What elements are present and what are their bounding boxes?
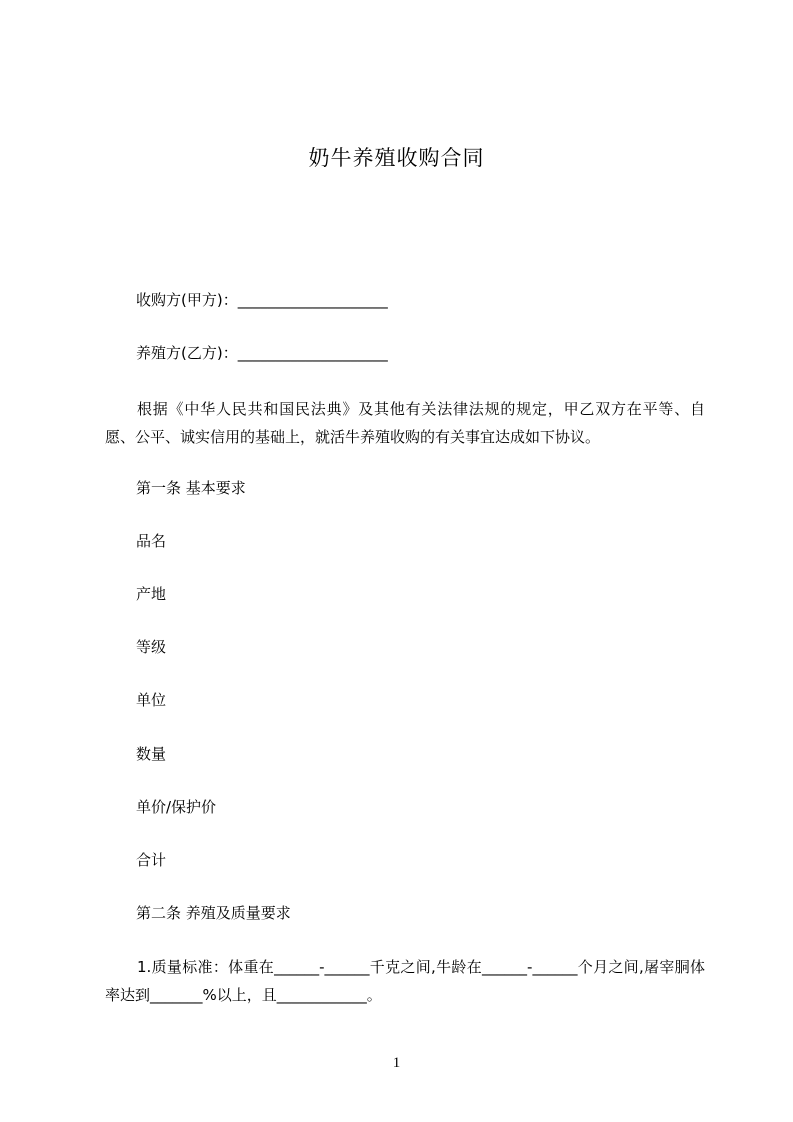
party-b-line [136,343,388,363]
contract-title: 奶牛养殖收购合同 [308,146,485,170]
party-a-label: 收购方(甲方)： [136,291,238,309]
party-a-blank: ____________________ [237,291,388,309]
article1-item-product-name: 品名 [136,532,167,550]
clause1-quality-standard: 1.质量标准：体重在______-______千克之间,牛龄在______-______个月之间,屠宰胴体率达到_______%以上，且____________。 [105,958,705,1004]
party-b-blank: ____________________ [237,344,388,362]
article1-item-grade: 等级 [136,638,167,656]
article1-item-origin: 产地 [136,585,167,603]
article1-item-quantity: 数量 [136,745,167,763]
article1-item-total: 合计 [136,851,167,869]
party-a-line [136,290,388,310]
article2-heading: 第二条 养殖及质量要求 [136,904,291,922]
page-number: 1 [392,1055,401,1071]
preamble-paragraph: 根据《中华人民共和国民法典》及其他有关法律法规的规定，甲乙双方在平等、自愿、公平、诚实信用的基础上，就活牛养殖收购的有关事宜达成如下协议。 [105,400,705,446]
article1-item-unit: 单位 [136,691,167,709]
article1-item-unit-price: 单价/保护价 [136,798,217,816]
article1-heading: 第一条 基本要求 [136,479,246,497]
party-b-label: 养殖方(乙方)： [136,344,238,362]
